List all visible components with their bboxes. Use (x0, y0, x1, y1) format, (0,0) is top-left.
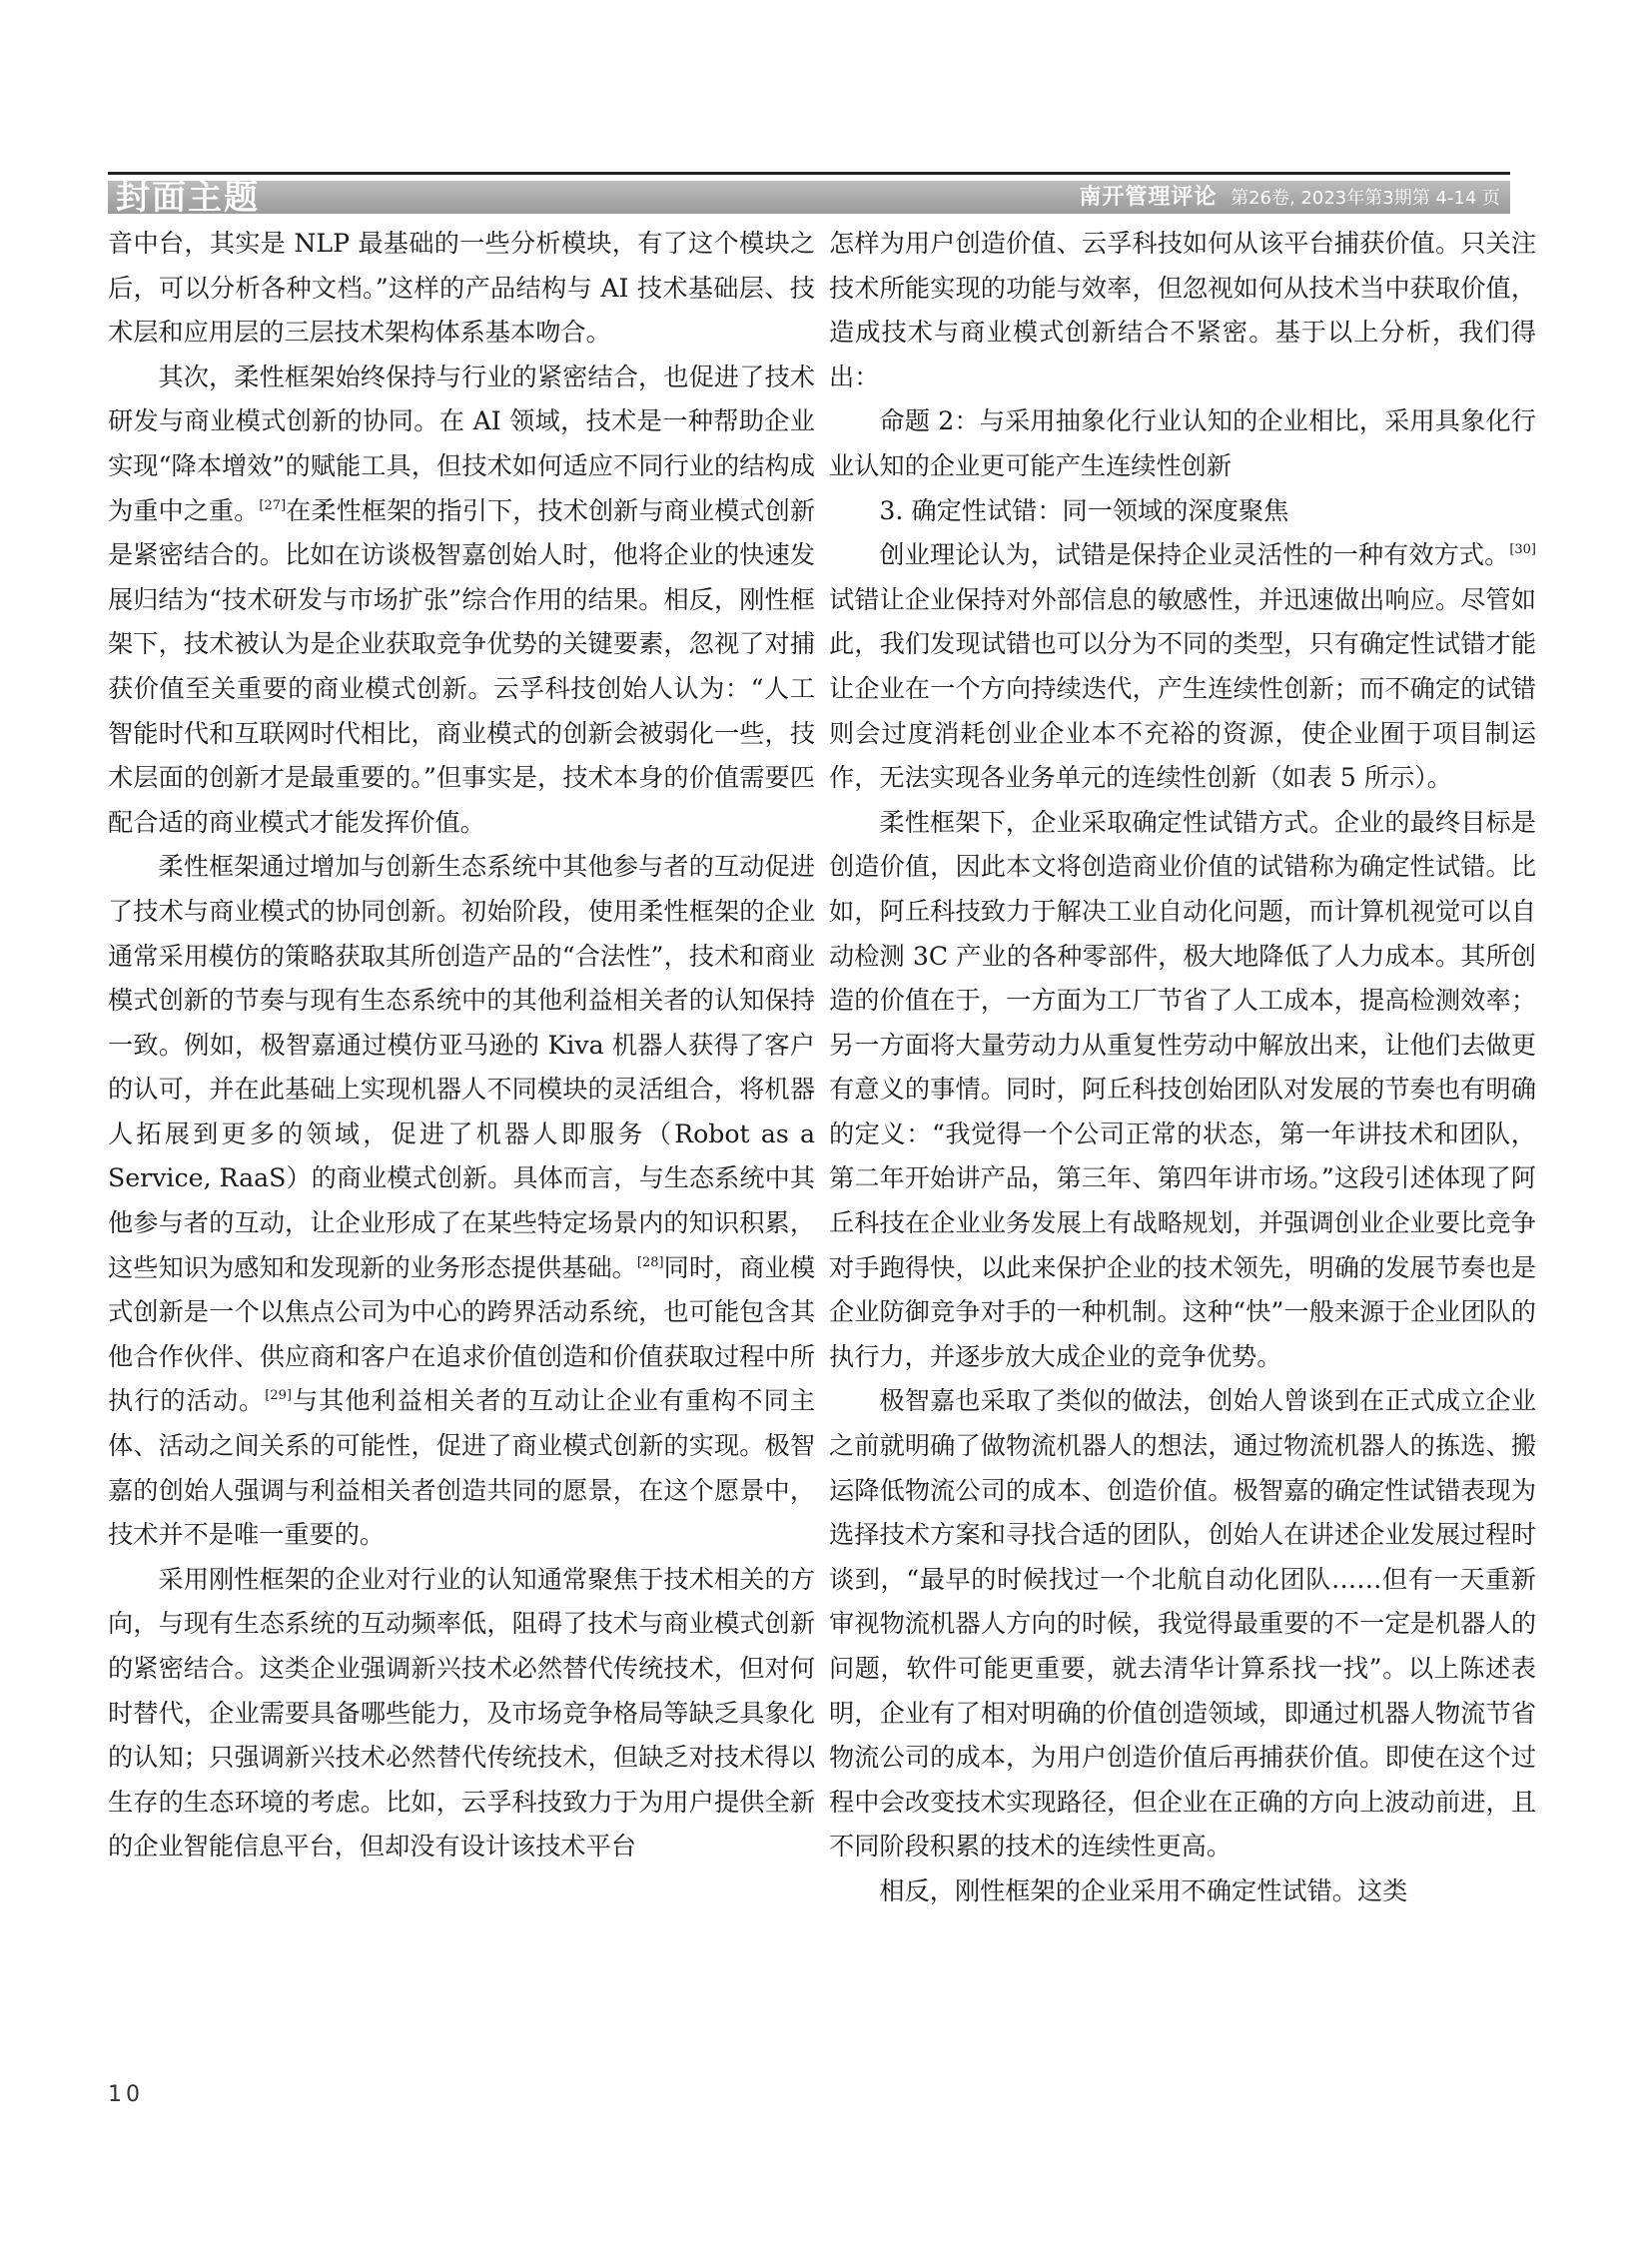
journal-info (1079, 185, 1500, 212)
section-title: 封面主题 (116, 178, 260, 218)
subsection-heading: 3. 确定性试错：同一领域的深度聚焦 (879, 495, 1289, 525)
page-number: 10 (108, 2082, 144, 2107)
text-run: 柔性框架通过增加与创新生态系统中其他参与者的互动促进了技术与商业模式的协同创新。初始阶段，使用柔性框架的企业通常采用模仿的策略获取其所创造产品的“合法性”，技术和商业模式创新的节奏与现有生态系统中的其他利益相关者的认知保持一致。例如，极智嘉通过模仿亚马逊的 Kiva 机器人获得了客户的认可，并在此基础上实现机器人不同模块的灵活组合，将机器人拓展到更多的领域，促进了机器人即服务（Robot as a Service, RaaS）的商业模式创新。具体而言，与生态系统中其他参与者的互动，让企业形成了在某些特定场景内的知识积累，这些知识为感知和发现新的业务形态提供基础。 (108, 852, 815, 1282)
citation: [29] (265, 1388, 292, 1404)
citation: [27] (259, 497, 287, 513)
paragraph (108, 845, 815, 1558)
citation: [28] (636, 1254, 664, 1270)
paragraph: 柔性框架下，企业采取确定性试错方式。企业的最终目标是创造价值，因此本文将创造商业价值的试错称为确定性试错。比如，阿丘科技致力于解决工业自动化问题，而计算机视觉可以自动检测 3C 产业的各种零部件，极大地降低了人力成本。其所创造的价值在于，一方面为工厂节省了人工成本，提高检测效率；另一方面将大量劳动力从重复性劳动中解放出来，让他们去做更有意义的事情。同时，阿丘科技创始团队对发展的节奏也有明确的定义：“我觉得一个公司正常的状态，第一年讲技术和团队，第二年开始讲产品，第三年、第四年讲市场。”这段引述体现了阿丘科技在企业业务发展上有战略规划，并强调创业企业要比竞争对手跑得快，以此来保护企业的技术领先，明确的发展节奏也是企业防御竞争对手的一种机制。这种“快”一般来源于企业团队的执行力，并逐步放大成企业的竞争优势。 (829, 807, 1536, 1371)
text-run: 在柔性框架的指引下，技术创新与商业模式创新是紧密结合的。比如在访谈极智嘉创始人时，他将企业的快速发展归结为“技术研发与市场扩张”综合作用的结果。相反，刚性框架下，技术被认为是企业获取竞争优势的关键要素，忽视了对捕获价值至关重要的商业模式创新。云孚科技创始人认为：“人工智能时代和互联网时代相比，商业模式的创新会被弱化一些，技术层面的创新才是最重要的。”但事实是，技术本身的价值需要匹配合适的商业模式才能发挥价值。 (108, 495, 816, 837)
text-run: 试错让企业保持对外部信息的敏感性，并迅速做出响应。尽管如此，我们发现试错也可以分为不同的类型，只有确定性试错才能让企业在一个方向持续迭代，产生连续性创新；而不确定的试错则会过度消耗创业企业本不充裕的资源，使企业囿于项目制运作，无法实现各业务单元的连续性创新（如表 5 所示）。 (829, 584, 1536, 793)
paragraph: 采用刚性框架的企业对行业的认知通常聚焦于技术相关的方向，与现有生态系统的互动频率低，阻碍了技术与商业模式创新的紧密结合。这类企业强调新兴技术必然替代传统技术，但对何时替代，企业需要具备哪些能力，及市场竞争格局等缺乏具象化的认知；只强调新兴技术必然替代传统技术，但缺乏对技术得以生存的生态环境的考虑。比如，云孚科技致力于为用户提供全新的企业智能信息平台，但却没有设计该技术平台 (108, 1564, 815, 1862)
paragraph: 极智嘉也采取了类似的做法，创始人曾谈到在正式成立企业之前就明确了做物流机器人的想法，通过物流机器人的拣选、搬运降低物流公司的成本、创造价值。极智嘉的确定性试错表现为选择技术方案和寻找合适的团队，创始人在讲述企业发展过程时谈到，“最早的时候找过一个北航自动化团队……但有一天重新审视物流机器人方向的时候，我觉得最重要的不一定是机器人的问题，软件可能更重要，就去清华计算系找一找”。以上陈述表明，企业有了相对明确的价值创造领域，即通过机器人物流节省物流公司的成本，为用户创造价值后再捕获价值。即使在这个过程中会改变技术实现路径，但企业在正确的方向上波动前进，且不同阶段积累的技术的连续性更高。 (829, 1386, 1536, 1862)
proposition: 命题 2：与采用抽象化行业认知的企业相比，采用具象化行业认知的企业更可能产生连续性创新 (829, 406, 1536, 480)
left-column (108, 222, 815, 1869)
paragraph: 音中台，其实是 NLP 最基础的一些分析模块，有了这个模块之后，可以分析各种文档。”这样的产品结构与 AI 技术基础层、技术层和应用层的三层技术架构体系基本吻合。 (108, 229, 815, 348)
paragraph (829, 533, 1536, 801)
journal-name: 南开管理评论 (1079, 185, 1218, 210)
text-run: 创业理论认为，试错是保持企业灵活性的一种有效方式。 (879, 540, 1510, 570)
paragraph: 怎样为用户创造价值、云孚科技如何从该平台捕获价值。只关注技术所能实现的功能与效率，但忽视如何从技术当中获取价值，造成技术与商业模式创新结合不紧密。基于以上分析，我们得出： (829, 229, 1536, 391)
issue-info: 第26卷, 2023年第3期第 4-14 页 (1231, 188, 1500, 209)
paragraph: 相反，刚性框架的企业采用不确定性试错。这类 (879, 1875, 1408, 1905)
text-run: 同时，商业模式创新是一个以焦点公司为中心的跨界活动系统，也可能包含其他合作伙伴、供应商和客户在追求价值创造和价值获取过程中所执行的活动。 (108, 1252, 816, 1416)
text-run: 与其他利益相关者的互动让企业有重构不同主体、活动之间关系的可能性，促进了商业模式创新的实现。极智嘉的创始人强调与利益相关者创造共同的愿景，在这个愿景中，技术并不是唯一重要的。 (108, 1386, 816, 1550)
citation: [30] (1509, 542, 1536, 558)
text-run: 其次，柔性框架始终保持与行业的紧密结合，也促进了技术研发与商业模式创新的协同。在 AI 领域，技术是一种帮助企业实现“降本增效”的赋能工具，但技术如何适应不同行业的结构成为重中之重。 (108, 362, 815, 525)
header-top-rule (108, 172, 1510, 175)
right-column (829, 222, 1536, 1914)
paragraph (108, 356, 815, 846)
